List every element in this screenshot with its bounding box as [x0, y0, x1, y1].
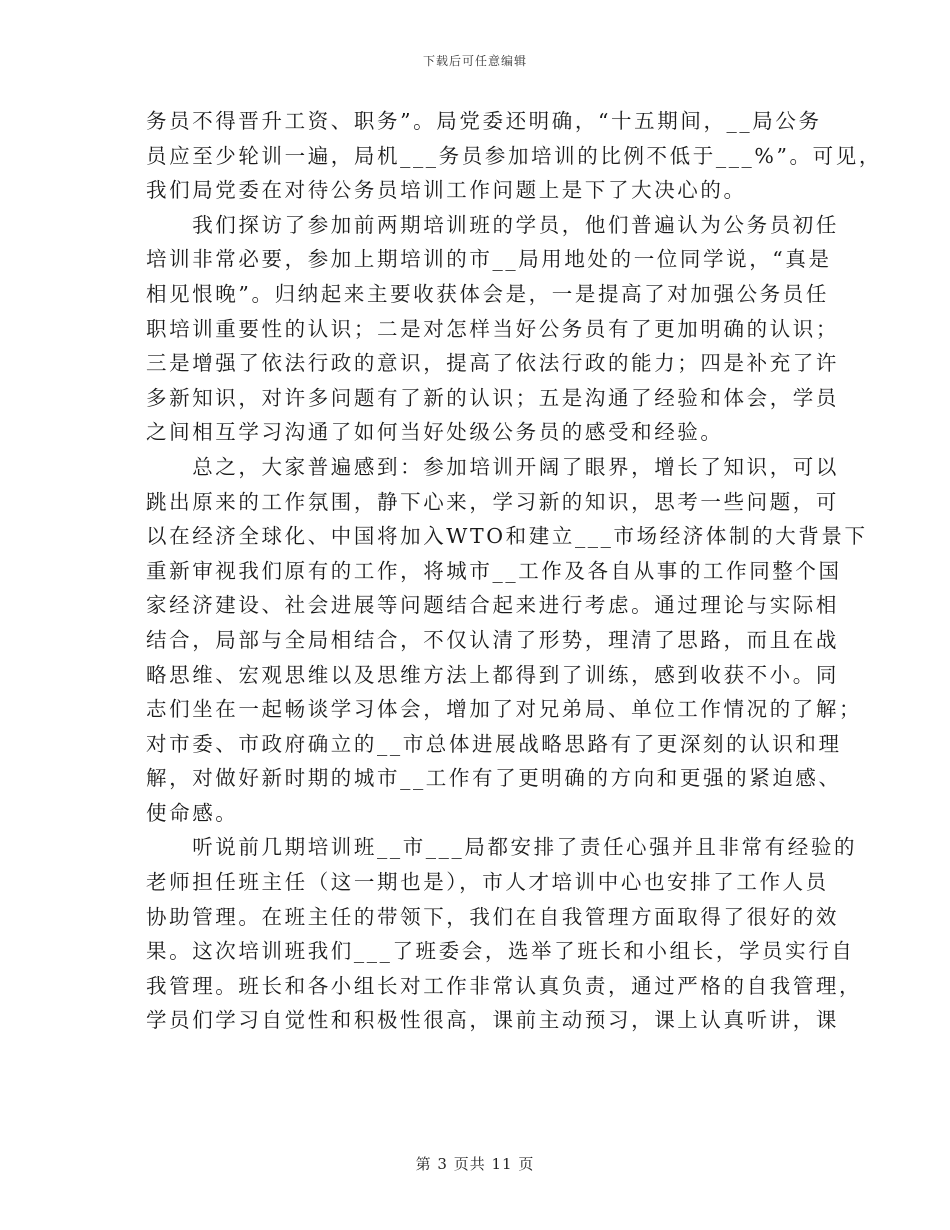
text-line: 解，对做好新时期的城市__工作有了更明确的方向和更强的紧迫感、 [146, 766, 842, 791]
text-line: 我管理。班长和各小组长对工作非常认真负责，通过严格的自我管理， [146, 973, 863, 998]
text-line: 员应至少轮训一遍，局机___务员参加培训的比例不低于___%”。可见， [146, 143, 882, 168]
text-line: 我们局党委在对待公务员培训工作问题上是下了大决心的。 [146, 178, 747, 203]
text-line: 跳出原来的工作氛围，静下心来，学习新的知识，思考一些问题，可 [146, 489, 839, 514]
text-line: 家经济建设、社会进展等问题结合起来进行考虑。通过理论与实际相 [146, 593, 839, 618]
document-body [146, 104, 882, 1038]
text-line: 结合，局部与全局相结合，不仅认清了形势，理清了思路，而且在战 [146, 627, 839, 652]
page-footer: 第 3 页共 11 页 [415, 1155, 535, 1173]
text-line: 多新知识，对许多问题有了新的认识；五是沟通了经验和体会，学员 [146, 385, 839, 410]
text-line: 略思维、宏观思维以及思维方法上都得到了训练，感到收获不小。同 [146, 662, 839, 687]
text-line: 总之，大家普遍感到：参加培训开阔了眼界，增长了知识，可以 [146, 454, 839, 479]
text-line: 果。这次培训班我们___了班委会，选举了班长和小组长，学员实行自 [146, 939, 855, 964]
text-line: 听说前几期培训班__市___局都安排了责任心强并且非常有经验的 [146, 835, 858, 860]
text-line: 务员不得晋升工资、职务”。局党委还明确，“十五期间，__局公务 [146, 109, 822, 133]
text-line: 协助管理。在班主任的带领下，我们在自我管理方面取得了很好的效 [146, 904, 839, 929]
text-line: 对市委、市政府确立的__市总体进展战略思路有了更深刻的认识和理 [146, 731, 842, 756]
page-header: 下载后可任意编辑 [422, 54, 527, 68]
text-line: 培训非常必要，参加上期培训的市__局用地处的一位同学说，“真是 [146, 247, 832, 272]
text-line: 学员们学习自觉性和积极性很高，课前主动预习，课上认真听讲，课 [146, 1008, 839, 1033]
text-line: 重新审视我们原有的工作，将城市__工作及各自从事的工作同整个国 [146, 558, 842, 583]
text-line: 以在经济全球化、中国将加入WTO和建立___市场经济体制的大背景下 [146, 524, 868, 549]
text-line: 之间相互学习沟通了如何当好处级公务员的感受和经验。 [146, 420, 724, 445]
text-line: 三是增强了依法行政的意识，提高了依法行政的能力；四是补充了许 [146, 351, 839, 376]
text-line: 职培训重要性的认识；二是对怎样当好公务员有了更加明确的认识； [146, 316, 839, 341]
text-line: 志们坐在一起畅谈学习体会，增加了对兄弟局、单位工作情况的了解； [146, 697, 863, 722]
text-line: 使命感。 [146, 800, 239, 825]
text-line: 老师担任班主任（这一期也是），市人才培训中心也安排了工作人员 [146, 870, 829, 895]
text-line: 相见恨晚”。归纳起来主要收获体会是，一是提高了对加强公务员任 [146, 281, 829, 306]
text-line: 我们探访了参加前两期培训班的学员，他们普遍认为公务员初任 [146, 212, 839, 237]
